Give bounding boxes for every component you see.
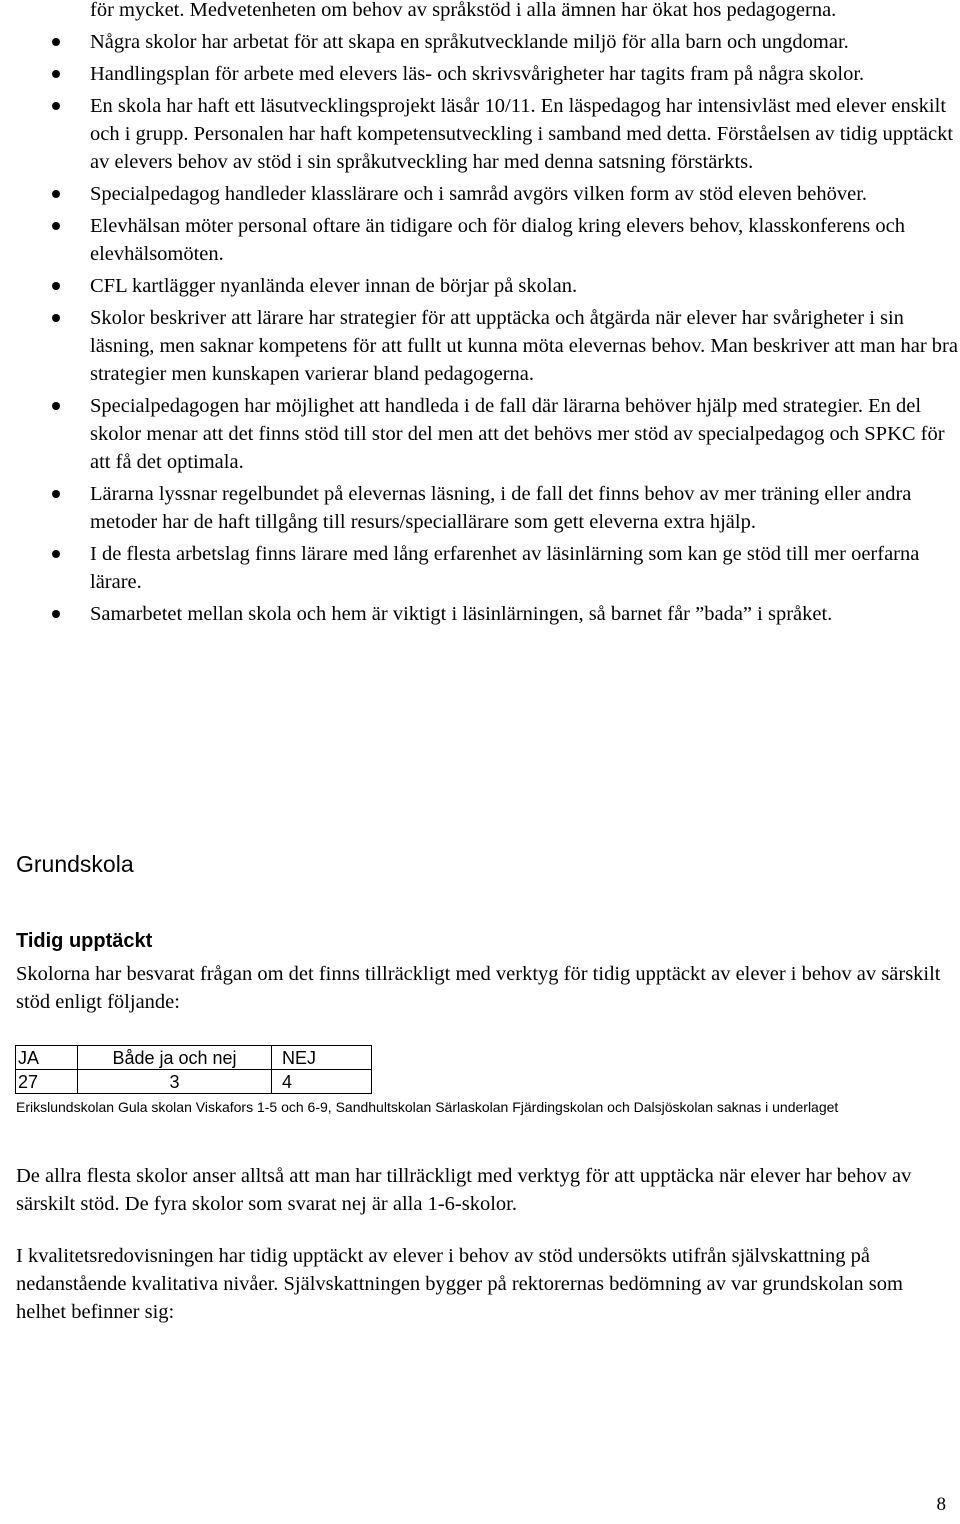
list-item-text: Samarbetet mellan skola och hem är viktigt i läsinlärningen, så barnet får ”bada” i språket. — [90, 603, 833, 625]
list-item — [0, 272, 960, 300]
list-item-text: Elevhälsan möter personal oftare än tidigare och för dialog kring elevers behov, klasskonferens och elevhälsomöten. — [90, 215, 905, 265]
list-item — [0, 304, 960, 388]
list-item — [0, 60, 960, 88]
table-cell: 3 — [78, 1070, 272, 1094]
bullet-icon — [52, 282, 60, 290]
bullet-icon — [52, 402, 60, 410]
result-table — [15, 1045, 372, 1094]
bullet-icon — [52, 38, 60, 46]
list-item-text: Några skolor har arbetat för att skapa en språkutvecklande miljö för alla barn och ungdomar. — [90, 31, 849, 53]
intro-paragraph: Skolorna har besvarat frågan om det finns tillräckligt med verktyg för tidig upptäckt av elever i behov av särskilt stöd enligt följande: — [16, 963, 941, 1013]
table-note: Erikslundskolan Gula skolan Viskafors 1-5 och 6-9, Sandhultskolan Särlaskolan Fjärdingskolan och Dalsjöskolan saknas i underlaget — [16, 1099, 839, 1115]
table-header-cell: JA — [16, 1046, 78, 1070]
list-item-text: CFL kartlägger nyanlända elever innan de börjar på skolan. — [90, 275, 578, 297]
section-title: Grundskola — [16, 851, 134, 877]
list-item-text: Lärarna lyssnar regelbundet på elevernas läsning, i de fall det finns behov av mer träning eller andra metoder har de haft tillgång till resurs/speciallärare som gett eleverna extra hjälp. — [90, 483, 912, 533]
list-item-text: En skola har haft ett läsutvecklingsprojekt läsår 10/11. En läspedagog har intensivläst med elever enskilt och i grupp. Personalen har haft kompetensutveckling i samband med detta. Förståelsen av tidig upptäckt av elevers behov av stöd i sin språkutveckling har med denna satsning förstärkts. — [90, 95, 954, 173]
bullet-icon — [52, 314, 60, 322]
conclusion-paragraph: De allra flesta skolor anser alltså att man har tillräckligt med verktyg för att upptäcka när elever har behov av särskilt stöd. De fyra skolor som svarat nej är alla 1-6-skolor. — [16, 1165, 912, 1215]
bullet-icon — [52, 70, 60, 78]
list-item — [0, 540, 960, 596]
list-item-text: Skolor beskriver att lärare har strategier för att upptäcka och åtgärda när elever har svårigheter i sin läsning, men saknar kompetens för att fullt ut kunna möta elevernas behov. Man beskriver att man har bra strategier men kunskapen varierar bland pedagogerna. — [90, 307, 958, 385]
bullet-icon — [52, 550, 60, 558]
list-item — [0, 0, 960, 24]
list-item-text: I de flesta arbetslag finns lärare med lång erfarenhet av läsinlärning som kan ge stöd till mer oerfarna lärare. — [90, 543, 920, 593]
bullet-icon — [52, 222, 60, 230]
list-item — [0, 28, 960, 56]
list-item — [0, 180, 960, 208]
bullet-icon — [52, 610, 60, 618]
list-item-text: Specialpedagogen har möjlighet att handleda i de fall där lärarna behöver hjälp med strategier. En del skolor menar att det finns stöd till stor del men att det behövs mer stöd av specialpedagog och SPKC för att få det optimala. — [90, 395, 945, 473]
table-cell: 4 — [272, 1070, 372, 1094]
page-number: 8 — [936, 1494, 946, 1515]
list-item — [0, 212, 960, 268]
list-item — [0, 392, 960, 476]
list-item — [0, 600, 960, 628]
list-item-text: Specialpedagog handleder klasslärare och i samråd avgörs vilken form av stöd eleven behöver. — [90, 183, 868, 205]
table-header-cell: Både ja och nej — [78, 1046, 272, 1070]
bullet-icon — [52, 102, 60, 110]
list-item — [0, 480, 960, 536]
bullet-list — [0, 0, 960, 632]
list-item-text: Handlingsplan för arbete med elevers läs- och skrivsvårigheter har tagits fram på några skolor. — [90, 63, 865, 85]
subsection-title: Tidig upptäckt — [16, 930, 153, 952]
list-item — [0, 92, 960, 176]
table-row — [16, 1070, 372, 1094]
list-item-text: för mycket. Medvetenheten om behov av språkstöd i alla ämnen har ökat hos pedagogerna. — [90, 0, 837, 21]
bullet-icon — [52, 490, 60, 498]
bullet-icon — [52, 190, 60, 198]
table-header-cell: NEJ — [272, 1046, 372, 1070]
table-cell: 27 — [16, 1070, 78, 1094]
quality-report-paragraph: I kvalitetsredovisningen har tidig upptäckt av elever i behov av stöd undersökts utifrån självskattning på nedanstående kvalitativa nivåer. Självskattningen bygger på rektorernas bedömning av var grundskolan som helhet befinner sig: — [16, 1245, 903, 1323]
table-header-row — [16, 1046, 372, 1070]
